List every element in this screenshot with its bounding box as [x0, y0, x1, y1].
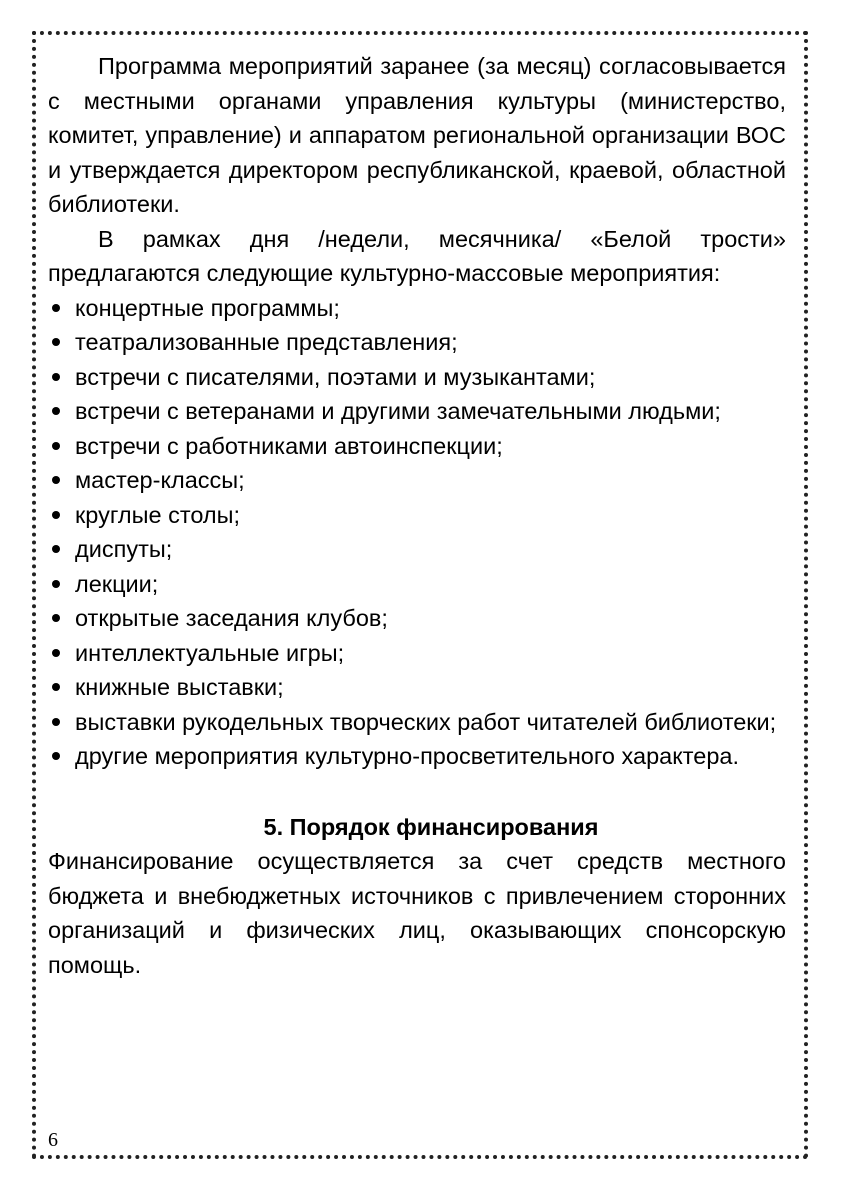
list-item: [48, 429, 786, 464]
bullet-icon: [52, 752, 60, 760]
list-item-text: встречи с писателями, поэтами и музыкантами;: [75, 363, 596, 390]
list-item-text: круглые столы;: [75, 501, 241, 528]
bullet-icon: [52, 373, 60, 381]
list-item-text: концертные программы;: [75, 294, 340, 321]
list-item: [48, 670, 786, 705]
bullet-icon: [52, 545, 60, 553]
list-item-text: театрализованные представления;: [75, 329, 458, 355]
list-item: [48, 532, 786, 567]
events-lead-paragraph: В рамках дня /недели, месячника/ «Белой трости» предлагаются следующие культурно-массовые мероприятия:: [48, 225, 786, 286]
list-item-text: выставки рукодельных творческих работ читателей библиотеки;: [75, 708, 777, 735]
list-item: [48, 463, 786, 498]
list-item-text: книжные выставки;: [75, 674, 284, 700]
list-item-text: встречи с ветеранами и другими замечательными людьми;: [75, 398, 721, 424]
section-heading: 5. Порядок финансирования: [263, 813, 599, 840]
list-item-text: интеллектуальные игры;: [75, 639, 345, 666]
list-item-text: открытые заседания клубов;: [75, 605, 388, 631]
list-item: [48, 739, 786, 774]
bullet-icon: [52, 338, 60, 346]
bullet-icon: [52, 304, 60, 312]
list-item-text: встречи с работниками автоинспекции;: [75, 432, 503, 459]
list-item-text: лекции;: [75, 570, 159, 597]
list-item: [48, 601, 786, 636]
list-item: [48, 291, 786, 326]
list-item: [48, 498, 786, 533]
list-item: [48, 394, 786, 429]
list-item: [48, 636, 786, 671]
events-list: [48, 291, 786, 774]
list-item: [48, 705, 786, 740]
list-item: [48, 360, 786, 395]
document-body: [48, 49, 786, 982]
financing-paragraph: Финансирование осуществляется за счет средств местного бюджета и внебюджетных источников с привлечением сторонних организаций и физических лиц, оказывающих спонсорскую помощь.: [48, 848, 786, 978]
list-item-text: диспуты;: [75, 536, 173, 562]
bullet-icon: [52, 718, 60, 726]
bullet-icon: [52, 683, 60, 691]
bullet-icon: [52, 476, 60, 484]
intro-paragraph: Программа мероприятий заранее (за месяц) согласовывается с местными органами управления культуры (министерство, комитет, управление) и аппаратом региональной организации ВОС и утверждается директором республиканской, краевой, областной библиотеки.: [48, 53, 786, 217]
bullet-icon: [52, 407, 60, 415]
bullet-icon: [52, 442, 60, 450]
page-number: 6: [48, 1129, 58, 1151]
bullet-icon: [52, 614, 60, 622]
bullet-icon: [52, 649, 60, 657]
bullet-icon: [52, 511, 60, 519]
bullet-icon: [52, 580, 60, 588]
list-item: [48, 325, 786, 360]
list-item-text: мастер-классы;: [75, 467, 245, 493]
list-item-text: другие мероприятия культурно-просветительного характера.: [75, 743, 740, 769]
list-item: [48, 567, 786, 602]
